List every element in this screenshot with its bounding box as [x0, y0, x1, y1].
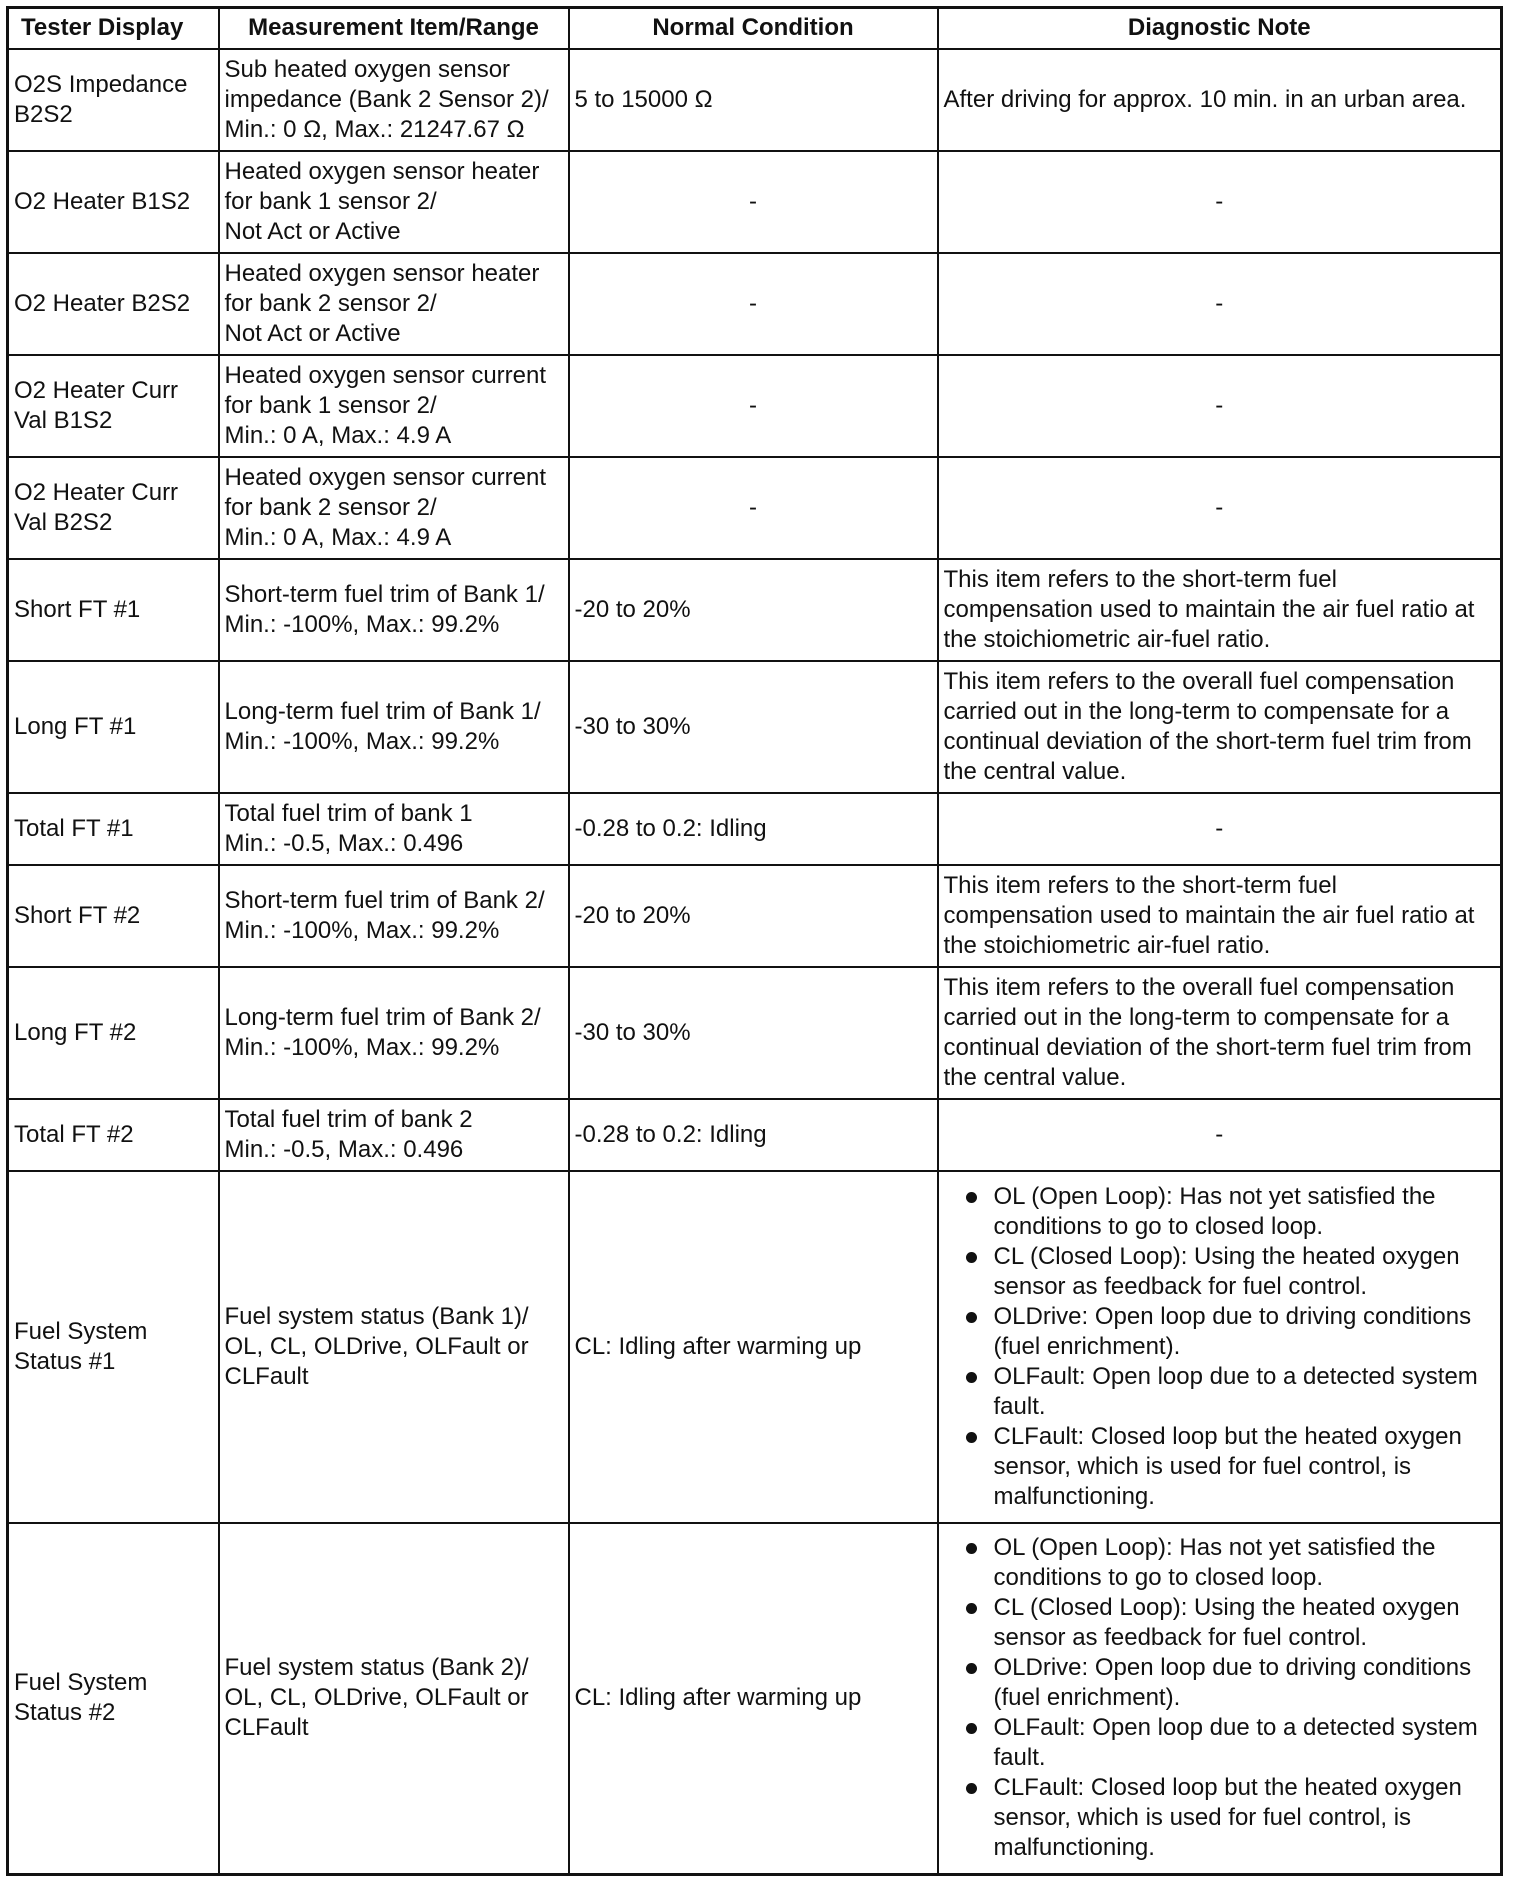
table-row [8, 793, 1502, 865]
table-row [8, 49, 1502, 151]
fuel-status-bullet-list [944, 1176, 1496, 1518]
table-header [8, 8, 1502, 49]
data-list-table [6, 6, 1503, 1876]
table-row [8, 559, 1502, 661]
table-row [8, 457, 1502, 559]
normal-condition-cell: - [569, 355, 938, 457]
measurement-cell: Total fuel trim of bank 2 Min.: -0.5, Max.: 0.496 [219, 1099, 569, 1171]
diagnostic-note-cell: This item refers to the short-term fuel compensation used to maintain the air fuel ratio at the stoichiometric air-fuel ratio. [938, 559, 1502, 661]
normal-condition-cell: -30 to 30% [569, 967, 938, 1099]
diagnostic-note-cell [938, 1171, 1502, 1523]
table-body [8, 49, 1502, 1875]
normal-condition-cell: -20 to 20% [569, 559, 938, 661]
tester-display-cell: Short FT #2 [8, 865, 219, 967]
diagnostic-note-cell: - [938, 457, 1502, 559]
tester-display-cell: O2 Heater Curr Val B2S2 [8, 457, 219, 559]
bullet-item: OLDrive: Open loop due to driving conditions (fuel enrichment). [944, 1653, 1496, 1713]
diagnostic-note-cell: This item refers to the overall fuel compensation carried out in the long-term to compensate for a continual deviation of the short-term fuel trim from the central value. [938, 967, 1502, 1099]
measurement-cell: Fuel system status (Bank 2)/ OL, CL, OLDrive, OLFault or CLFault [219, 1523, 569, 1875]
diagnostic-note-cell: - [938, 151, 1502, 253]
tester-display-cell: O2 Heater B2S2 [8, 253, 219, 355]
diagnostic-note-cell: - [938, 1099, 1502, 1171]
diagnostic-note-cell: After driving for approx. 10 min. in an urban area. [938, 49, 1502, 151]
diagnostic-note-cell: - [938, 355, 1502, 457]
tester-display-cell: Short FT #1 [8, 559, 219, 661]
header-row [8, 8, 1502, 49]
table-row [8, 661, 1502, 793]
bullet-item: CLFault: Closed loop but the heated oxygen sensor, which is used for fuel control, is malfunctioning. [944, 1422, 1496, 1512]
tester-display-cell: Fuel System Status #2 [8, 1523, 219, 1875]
table-row [8, 1099, 1502, 1171]
table-row [8, 151, 1502, 253]
fuel-status-bullet-list [944, 1527, 1496, 1869]
diagnostic-note-cell [938, 1523, 1502, 1875]
normal-condition-cell: - [569, 253, 938, 355]
tester-display-cell: Long FT #1 [8, 661, 219, 793]
table-row [8, 253, 1502, 355]
measurement-cell: Fuel system status (Bank 1)/ OL, CL, OLDrive, OLFault or CLFault [219, 1171, 569, 1523]
bullet-item: OLFault: Open loop due to a detected system fault. [944, 1362, 1496, 1422]
measurement-cell: Total fuel trim of bank 1 Min.: -0.5, Max.: 0.496 [219, 793, 569, 865]
header-measurement: Measurement Item/Range [219, 8, 569, 49]
normal-condition-cell: CL: Idling after warming up [569, 1523, 938, 1875]
normal-condition-cell: -30 to 30% [569, 661, 938, 793]
bullet-item: CLFault: Closed loop but the heated oxygen sensor, which is used for fuel control, is malfunctioning. [944, 1773, 1496, 1863]
bullet-item: CL (Closed Loop): Using the heated oxygen sensor as feedback for fuel control. [944, 1593, 1496, 1653]
measurement-cell: Short-term fuel trim of Bank 1/ Min.: -100%, Max.: 99.2% [219, 559, 569, 661]
tester-display-cell: Total FT #1 [8, 793, 219, 865]
normal-condition-cell: -20 to 20% [569, 865, 938, 967]
bullet-item: CL (Closed Loop): Using the heated oxygen sensor as feedback for fuel control. [944, 1242, 1496, 1302]
bullet-item: OL (Open Loop): Has not yet satisfied the conditions to go to closed loop. [944, 1533, 1496, 1593]
bullet-item: OLDrive: Open loop due to driving conditions (fuel enrichment). [944, 1302, 1496, 1362]
measurement-cell: Heated oxygen sensor heater for bank 1 sensor 2/ Not Act or Active [219, 151, 569, 253]
diagnostic-note-cell: This item refers to the overall fuel compensation carried out in the long-term to compensate for a continual deviation of the short-term fuel trim from the central value. [938, 661, 1502, 793]
table-row [8, 1171, 1502, 1523]
header-normal-condition: Normal Condition [569, 8, 938, 49]
normal-condition-cell: -0.28 to 0.2: Idling [569, 793, 938, 865]
bullet-item: OL (Open Loop): Has not yet satisfied the conditions to go to closed loop. [944, 1182, 1496, 1242]
measurement-cell: Sub heated oxygen sensor impedance (Bank 2 Sensor 2)/ Min.: 0 Ω, Max.: 21247.67 Ω [219, 49, 569, 151]
normal-condition-cell: - [569, 457, 938, 559]
table-row [8, 865, 1502, 967]
tester-display-cell: Total FT #2 [8, 1099, 219, 1171]
bullet-item: OLFault: Open loop due to a detected system fault. [944, 1713, 1496, 1773]
measurement-cell: Heated oxygen sensor heater for bank 2 sensor 2/ Not Act or Active [219, 253, 569, 355]
normal-condition-cell: CL: Idling after warming up [569, 1171, 938, 1523]
measurement-cell: Heated oxygen sensor current for bank 2 sensor 2/ Min.: 0 A, Max.: 4.9 A [219, 457, 569, 559]
table-row [8, 1523, 1502, 1875]
measurement-cell: Heated oxygen sensor current for bank 1 sensor 2/ Min.: 0 A, Max.: 4.9 A [219, 355, 569, 457]
measurement-cell: Long-term fuel trim of Bank 1/ Min.: -100%, Max.: 99.2% [219, 661, 569, 793]
diagnostic-note-cell: This item refers to the short-term fuel compensation used to maintain the air fuel ratio at the stoichiometric air-fuel ratio. [938, 865, 1502, 967]
header-tester-display: Tester Display [8, 8, 219, 49]
tester-display-cell: O2 Heater B1S2 [8, 151, 219, 253]
measurement-cell: Short-term fuel trim of Bank 2/ Min.: -100%, Max.: 99.2% [219, 865, 569, 967]
table-row [8, 967, 1502, 1099]
normal-condition-cell: -0.28 to 0.2: Idling [569, 1099, 938, 1171]
normal-condition-cell: - [569, 151, 938, 253]
measurement-cell: Long-term fuel trim of Bank 2/ Min.: -100%, Max.: 99.2% [219, 967, 569, 1099]
table-row [8, 355, 1502, 457]
header-diagnostic-note: Diagnostic Note [938, 8, 1502, 49]
diagnostic-note-cell: - [938, 793, 1502, 865]
normal-condition-cell: 5 to 15000 Ω [569, 49, 938, 151]
tester-display-cell: Fuel System Status #1 [8, 1171, 219, 1523]
tester-display-cell: O2 Heater Curr Val B1S2 [8, 355, 219, 457]
tester-display-cell: O2S Impedance B2S2 [8, 49, 219, 151]
tester-display-cell: Long FT #2 [8, 967, 219, 1099]
diagnostic-note-cell: - [938, 253, 1502, 355]
